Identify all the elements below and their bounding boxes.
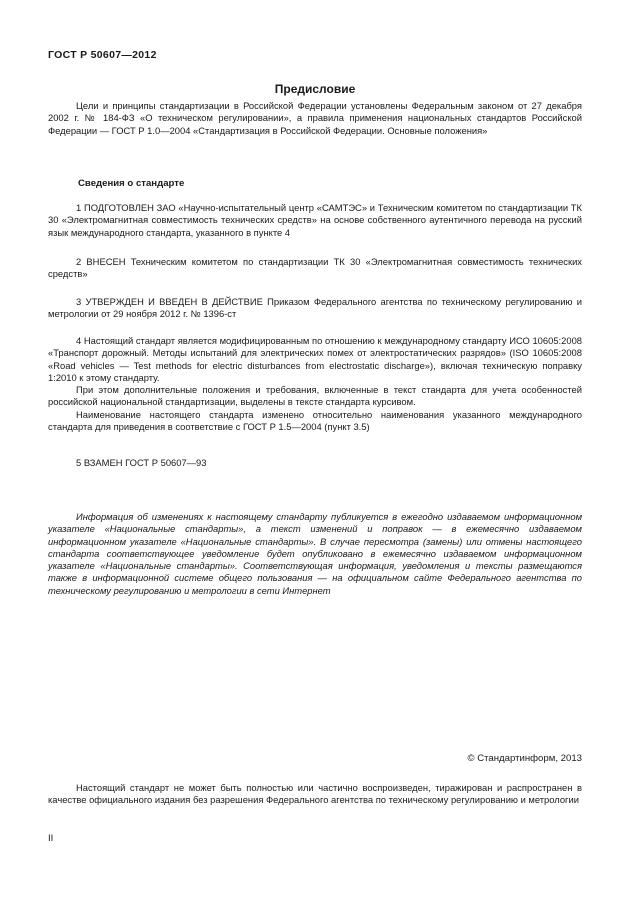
info-heading: Сведения о стандарте (78, 178, 185, 189)
item-4-name-paragraph: Наименование настоящего стандарта изменено относительно наименования указанного международного стандарта для приведения в соответствие с ГОСТ Р 1.5—2004 (пункт 3.5) (48, 408, 582, 433)
item-4-block (48, 335, 582, 433)
notice-block (48, 511, 582, 597)
reproduction-paragraph: Настоящий стандарт не может быть полностью или частично воспроизведен, тиражирован и распространен в качестве официального издания без разрешения Федерального агентства по техническому регулированию и метрологии (48, 782, 582, 806)
intro-block (48, 100, 582, 137)
item-4-addition-paragraph: При этом дополнительные положения и требования, включенные в текст стандарта для учета особенностей российской национальной стандартизации, выделены в тексте стандарта курсивом. (48, 384, 582, 408)
copyright: © Стандартинформ, 2013 (467, 753, 582, 764)
item-1-paragraph: 1 ПОДГОТОВЛЕН ЗАО «Научно-испытательный центр «САМТЭС» и Техническим комитетом по стандартизации ТК 30 «Электромагнитная совместимость технических средств» на основе собственного аутентичного перевода на русский язык международного стандарта, указанного в пункте 4 (48, 202, 582, 238)
item-3-paragraph: 3 УТВЕРЖДЕН И ВВЕДЕН В ДЕЙСТВИЕ Приказом Федерального агентства по техническому регулированию и метрологии от 29 ноября 2012 г. № 1396-ст (48, 296, 582, 320)
item-2-block (48, 256, 582, 281)
item-4-paragraph: 4 Настоящий стандарт является модифицированным по отношению к международному стандарту ИСО 10605:2008 «Транспорт дорожный. Методы испытаний для электрических помех от электростатических разрядов» (ISO 10605:2008 «Road vehicles — Test methods for electric disturbances from electrostatic discharge»), включая техническую поправку 1:2010 к этому стандарту. (48, 335, 582, 383)
intro-paragraph: Цели и принципы стандартизации в Российской Федерации установлены Федеральным законом от 27 декабря 2002 г. № 184-ФЗ «О техническом регулировании», а правила применения национальных стандартов Российской Федерации — ГОСТ Р 1.0—2004 «Стандартизация в Российской Федерации. Основные положения» (48, 100, 582, 136)
item-5-block (48, 457, 582, 469)
document-header: ГОСТ Р 50607—2012 (48, 49, 157, 61)
page-title: Предисловие (274, 82, 356, 96)
reproduction-block (48, 782, 582, 807)
notice-paragraph: Информация об изменениях к настоящему стандарту публикуется в ежегодно издаваемом информационном указателе «Национальные стандарты», а текст изменений и поправок — в ежемесячно издаваемом информационном указателе «Национальные стандарты». В случае пересмотра (замены) или отмены настоящего стандарта соответствующее уведомление будет опубликовано в ежемесячно издаваемом информационном указателе «Национальные стандарты». Соответствующая информация, уведомления и тексты размещаются также в информационной системе общего пользования — на официальном сайте Федерального агентства по техническому регулированию и метрологии в сети Интернет (48, 511, 582, 596)
item-2-paragraph: 2 ВНЕСЕН Техническим комитетом по стандартизации ТК 30 «Электромагнитная совместимость технических средств» (48, 256, 582, 280)
item-5-paragraph: 5 ВЗАМЕН ГОСТ Р 50607—93 (76, 457, 207, 468)
page-number: II (48, 833, 54, 844)
item-1-block (48, 202, 582, 239)
item-3-block (48, 296, 582, 321)
